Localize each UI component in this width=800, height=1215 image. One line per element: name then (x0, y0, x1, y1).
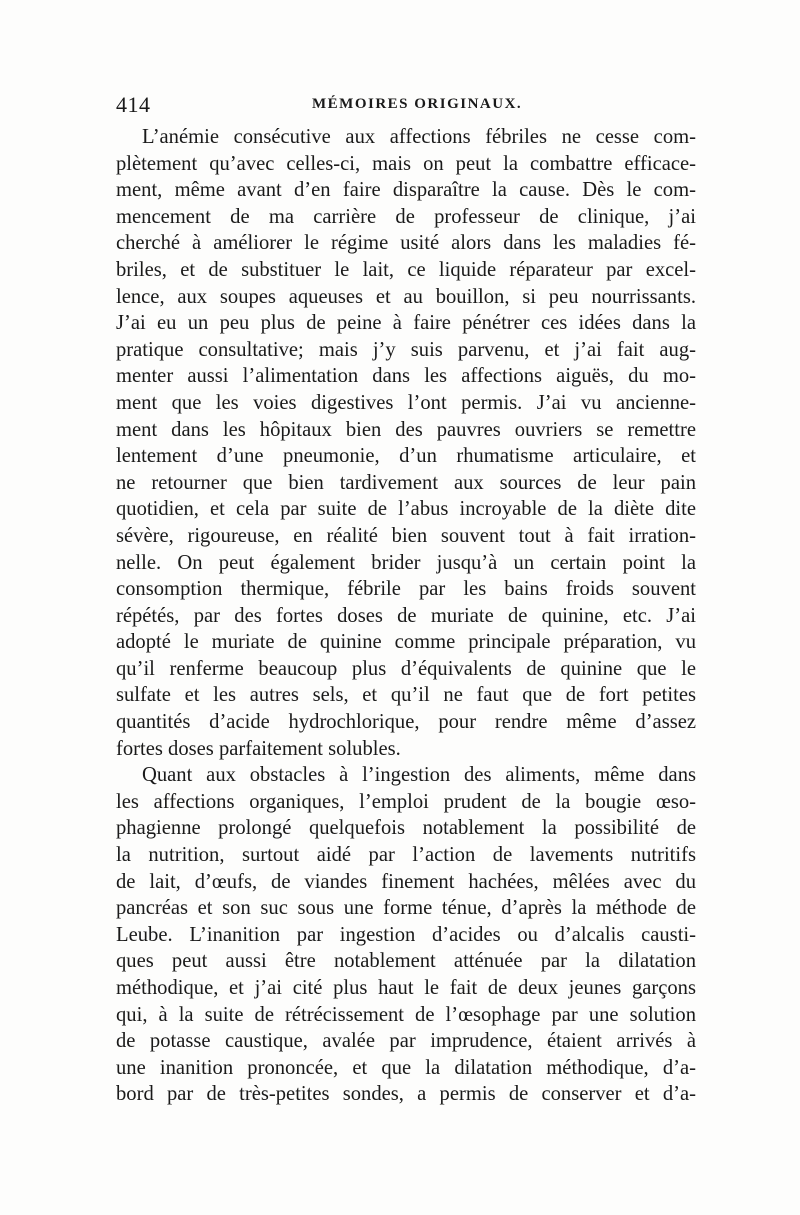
text-line: ment que les voies digestives l’ont permis. J’ai vu ancienne- (116, 391, 696, 414)
text-line: plètement qu’avec celles-ci, mais on peut la combattre efficace- (116, 152, 696, 175)
text-line: J’ai eu un peu plus de peine à faire pénétrer ces idées dans la (116, 312, 696, 335)
paragraph-1 (116, 124, 696, 762)
text-line: L’anémie consécutive aux affections fébriles ne cesse com- (142, 126, 696, 148)
text-line: menter aussi l’alimentation dans les affections aiguës, du mo- (116, 365, 696, 388)
text-line: quantités d’acide hydrochlorique, pour rendre même d’assez (116, 711, 696, 734)
paragraph-2 (116, 762, 696, 1108)
text-line: sulfate et les autres sels, et qu’il ne faut que de fort petites (116, 684, 696, 707)
text-line: consomption thermique, fébrile par les bains froids souvent (116, 578, 696, 601)
text-line: la nutrition, surtout aidé par l’action de lavements nutritifs (116, 844, 696, 867)
text-line: adopté le muriate de quinine comme principale préparation, vu (116, 631, 696, 654)
text-line: répétés, par des fortes doses de muriate de quinine, etc. J’ai (116, 604, 696, 627)
text-line: une inanition prononcée, et que la dilatation méthodique, d’a- (116, 1056, 696, 1079)
text-line: nelle. On peut également brider jusqu’à un certain point la (116, 551, 696, 574)
text-line: lence, aux soupes aqueuses et au bouillon, si peu nourrissants. (116, 285, 696, 308)
text-line: de potasse caustique, avalée par imprudence, étaient arrivés à (116, 1030, 696, 1053)
text-line: mencement de ma carrière de professeur de clinique, j’ai (116, 205, 696, 228)
text-line: phagienne prolongé quelquefois notablement la possibilité de (116, 817, 696, 840)
text-line: pancréas et son suc sous une forme ténue, d’après la méthode de (116, 897, 696, 920)
text-line: ne retourner que bien tardivement aux sources de leur pain (116, 471, 696, 494)
text-line: de lait, d’œufs, de viandes finement hachées, mêlées avec du (116, 870, 696, 893)
text-line: Quant aux obstacles à l’ingestion des aliments, même dans (142, 764, 696, 787)
running-title: MÉMOIRES ORIGINAUX. (312, 96, 523, 112)
running-head (116, 92, 696, 120)
text-line: méthodique, et j’ai cité plus haut le fait de deux jeunes garçons (116, 977, 696, 999)
text-line: qu’il renferme beaucoup plus d’équivalents de quinine que le (116, 657, 696, 680)
text-line: sévère, rigoureuse, en réalité bien souvent tout à fait irration- (116, 524, 696, 547)
text-line: briles, et de substituer le lait, ce liquide réparateur par excel- (116, 258, 696, 281)
text-line: lentement d’une pneumonie, d’un rhumatisme articulaire, et (116, 445, 696, 468)
text-line: les affections organiques, l’emploi prudent de la bougie œso- (116, 790, 696, 813)
page-number: 414 (116, 92, 151, 117)
body-text (116, 124, 696, 1108)
text-line: qui, à la suite de rétrécissement de l’œsophage par une solution (116, 1003, 696, 1026)
text-line: cherché à améliorer le régime usité alors dans les maladies fé- (116, 232, 696, 255)
text-line: ment dans les hôpitaux bien des pauvres ouvriers se remettre (116, 418, 696, 441)
text-line: bord par de très-petites sondes, a permis de conserver et d’a- (116, 1083, 696, 1106)
text-line: pratique consultative; mais j’y suis parvenu, et j’ai fait aug- (116, 338, 696, 361)
text-line: quotidien, et cela par suite de l’abus incroyable de la diète dite (116, 498, 696, 521)
text-line: ques peut aussi être notablement atténuée par la dilatation (116, 950, 696, 973)
text-line: fortes doses parfaitement solubles. (116, 737, 401, 760)
text-line: ment, même avant d’en faire disparaître la cause. Dès le com- (116, 179, 696, 202)
text-line: Leube. L’inanition par ingestion d’acides ou d’alcalis causti- (116, 923, 696, 946)
